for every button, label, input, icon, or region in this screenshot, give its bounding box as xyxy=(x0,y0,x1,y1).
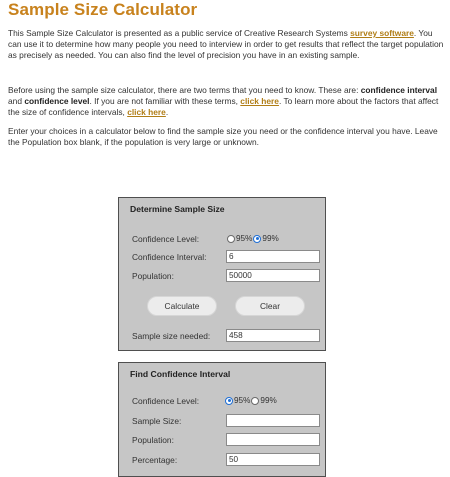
radio-99-label: 99% xyxy=(262,234,279,243)
terms-and: and xyxy=(8,96,25,107)
find-panel-title: Find Confidence Interval xyxy=(130,369,231,379)
find-confidence-level-radio-group xyxy=(225,396,278,405)
radio-95-label: 95% xyxy=(236,234,253,243)
clear-button[interactable]: Clear xyxy=(235,296,305,316)
terms-text-1: Before using the sample size calculator, there are two terms that you need to know. These are: xyxy=(8,85,361,95)
confidence-level-label: Confidence Level: xyxy=(132,234,200,244)
intro-text-2: . You can use it to determine how many people you need to interview in order to get results that reflect the target population as precisely as needed. You can also find the level of precision you have in an existing sample. xyxy=(8,28,444,61)
instructions-paragraph: Enter your choices in a calculator below to find the sample size you need or the confidence interval you have. Leave the Population box blank, if the population is very large or unknown. xyxy=(8,126,438,148)
radio-99-determine[interactable] xyxy=(253,235,261,243)
term-confidence-interval: confidence interval xyxy=(360,85,438,95)
confidence-interval-label: Confidence Interval: xyxy=(132,252,207,262)
sample-size-needed-output[interactable]: 458 xyxy=(226,329,320,342)
percentage-input[interactable]: 50 xyxy=(226,453,320,466)
terms-text-3: . To learn more about the factors that affect the size of confidence intervals, xyxy=(8,96,439,118)
population-label: Population: xyxy=(132,271,174,281)
find-sample-size-input[interactable] xyxy=(226,414,320,427)
intro-paragraph xyxy=(8,28,444,62)
term-confidence-level: confidence level xyxy=(24,96,90,107)
find-radio-99-label: 99% xyxy=(260,396,277,405)
find-sample-size-label: Sample Size: xyxy=(132,416,182,426)
percentage-label: Percentage: xyxy=(132,455,178,465)
find-radio-95-label: 95% xyxy=(234,396,251,405)
survey-software-link[interactable]: survey software xyxy=(350,28,414,38)
terms-text-4: . xyxy=(165,107,169,118)
find-population-input[interactable] xyxy=(226,433,320,446)
confidence-level-radio-group xyxy=(227,234,280,243)
determine-panel-title: Determine Sample Size xyxy=(130,204,225,214)
determine-sample-size-panel xyxy=(118,197,326,351)
click-here-link-terms[interactable]: click here xyxy=(240,96,279,107)
intro-text-1: This Sample Size Calculator is presented as a public service of Creative Research Systems xyxy=(8,28,351,38)
sample-size-needed-label: Sample size needed: xyxy=(132,331,211,341)
radio-95-determine[interactable] xyxy=(227,235,235,243)
calculate-button[interactable]: Calculate xyxy=(147,296,217,316)
find-population-label: Population: xyxy=(132,435,174,445)
radio-99-find[interactable] xyxy=(251,397,259,405)
population-input[interactable]: 50000 xyxy=(226,269,320,282)
find-confidence-level-label: Confidence Level: xyxy=(132,396,200,406)
find-confidence-interval-panel xyxy=(118,362,326,477)
confidence-interval-input[interactable]: 6 xyxy=(226,250,320,263)
click-here-link-factors[interactable]: click here xyxy=(127,107,166,118)
terms-text-2: . If you are not familiar with these terms, xyxy=(89,96,241,107)
terms-paragraph xyxy=(8,85,444,119)
page-title: Sample Size Calculator xyxy=(8,0,198,19)
radio-95-find[interactable] xyxy=(225,397,233,405)
